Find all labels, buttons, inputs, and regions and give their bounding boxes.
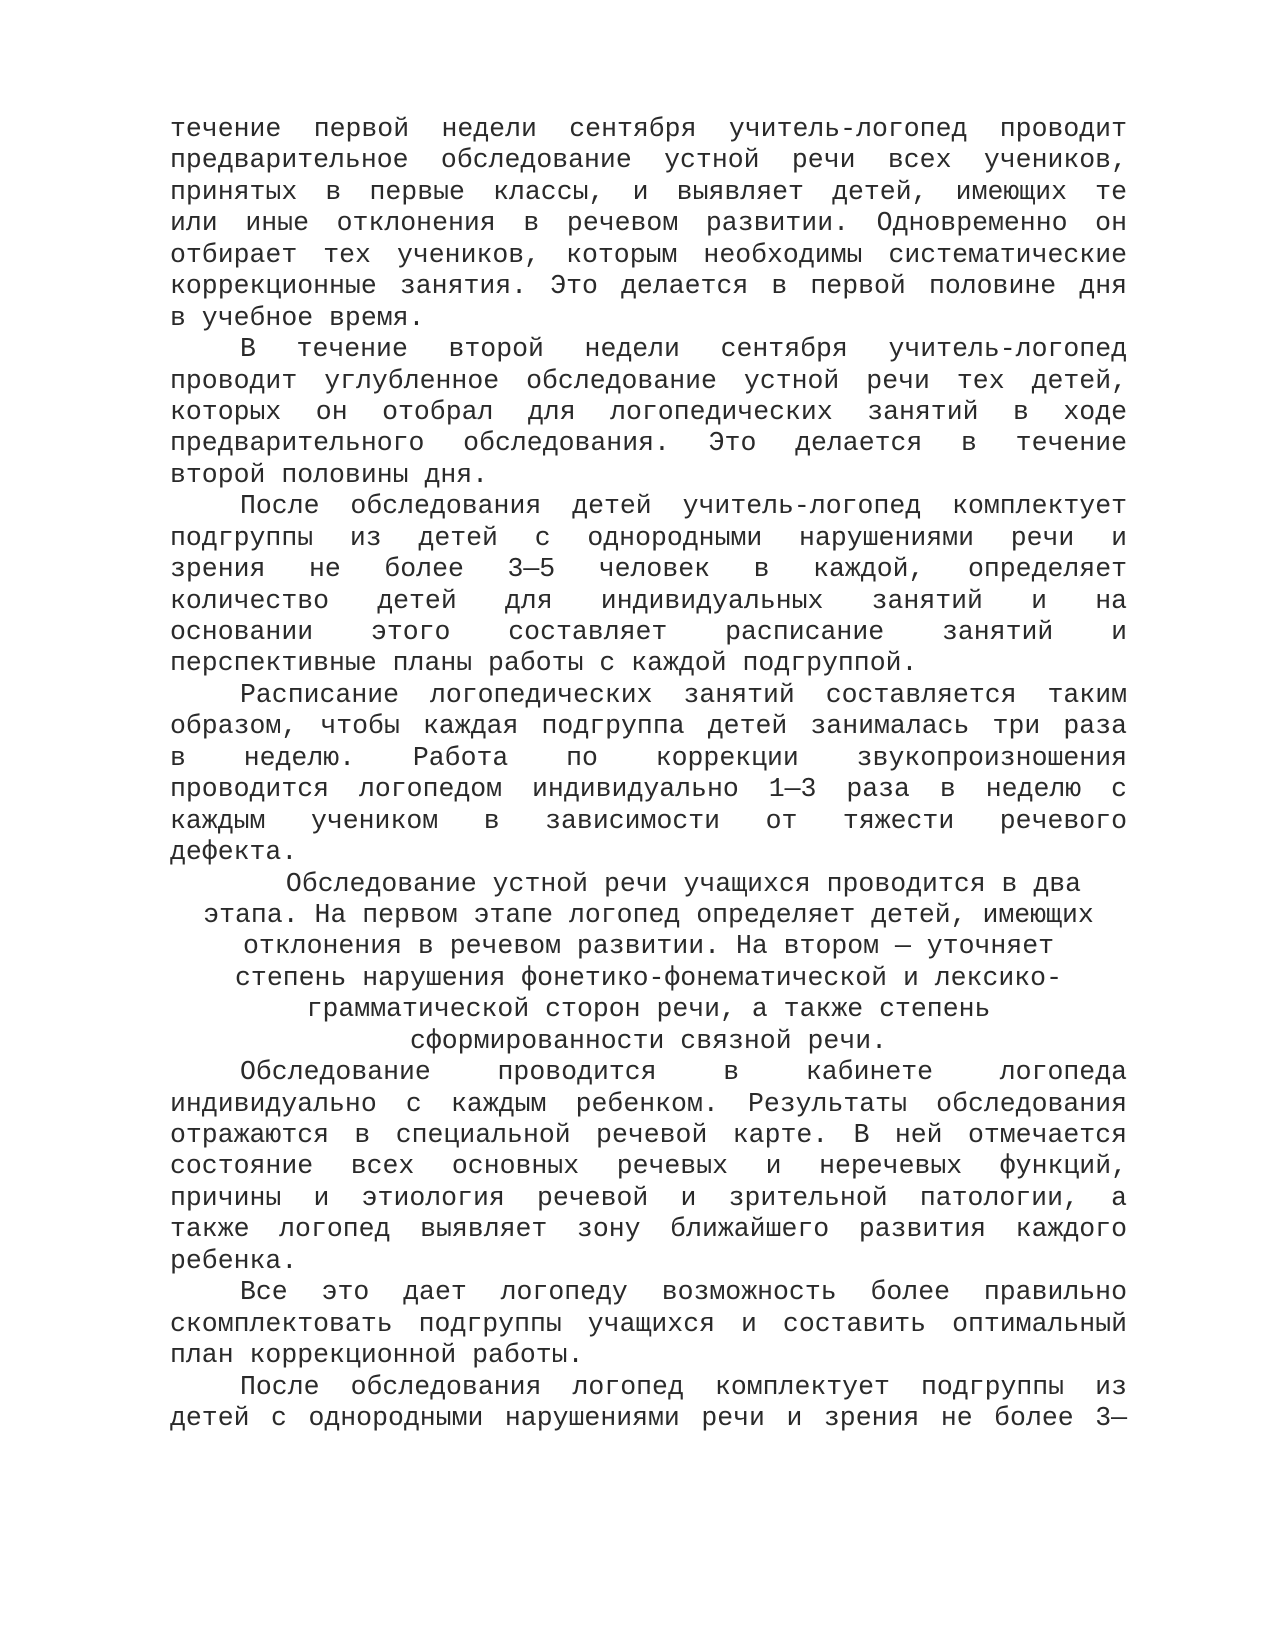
paragraph xyxy=(170,1057,1127,1277)
text-line: отбирает тех учеников, которым необходимы систематические xyxy=(170,239,1127,270)
text-line: план коррекционной работы. xyxy=(170,1340,584,1371)
text-line: дефекта. xyxy=(170,837,298,868)
text-line: предварительное обследование устной речи всех учеников, xyxy=(170,145,1127,176)
text-line: Обследование устной речи учащихся проводится в два xyxy=(285,868,1082,899)
text-line: индивидуально с каждым ребенком. Результаты обследования xyxy=(170,1088,1127,1119)
text-line: которых он отобрал для логопедических занятий в ходе xyxy=(170,396,1127,427)
text-line: основании этого составляет расписание занятий и xyxy=(170,617,1127,647)
text-line: предварительного обследования. Это делается в течение xyxy=(170,428,1127,459)
text-line: степень нарушения фонетико-фонематической и лексико- xyxy=(235,962,1062,993)
text-line: состояние всех основных речевых и неречевых функций, xyxy=(170,1151,1127,1182)
text-line: причины и этиология речевой и зрительной патологии, а xyxy=(170,1182,1127,1213)
text-line: принятых в первые классы, и выявляет детей, имеющих те xyxy=(170,176,1127,207)
text-line: также логопед выявляет зону ближайшего развития каждого xyxy=(170,1214,1127,1245)
text-line: зрения не более 3—5 человек в каждой, определяет xyxy=(170,554,1127,585)
text-line: После обследования детей учитель-логопед комплектует xyxy=(240,491,1127,522)
paragraph xyxy=(170,491,1127,680)
paragraph xyxy=(170,1277,1127,1371)
text-line: этапа. На первом этапе логопед определяет детей, имеющих xyxy=(203,899,1094,930)
text-line: отражаются в специальной речевой карте. В ней отмечается xyxy=(170,1120,1127,1150)
paragraph xyxy=(170,1372,1127,1435)
text-line: Расписание логопедических занятий составляется таким xyxy=(240,679,1127,710)
text-line: После обследования логопед комплектует подгруппы из xyxy=(240,1371,1127,1402)
text-line: сформированности связной речи. xyxy=(409,1025,888,1056)
paragraph xyxy=(170,869,1127,1058)
paragraph xyxy=(170,334,1127,491)
text-line: В течение второй недели сентября учитель-логопед xyxy=(240,334,1127,365)
text-line: образом, чтобы каждая подгруппа детей занималась три раза xyxy=(170,711,1127,742)
text-line: скомплектовать подгруппы учащихся и составить оптимальный xyxy=(170,1308,1127,1339)
text-line: проводится логопедом индивидуально 1—3 раза в неделю с xyxy=(170,774,1127,805)
text-line: перспективные планы работы с каждой подгруппой. xyxy=(170,648,918,679)
text-line: ребенка. xyxy=(170,1245,298,1276)
text-line: течение первой недели сентября учитель-логопед проводит xyxy=(170,114,1127,144)
text-line: или иные отклонения в речевом развитии. Одновременно он xyxy=(170,208,1127,239)
text-line: Все это дает логопеду возможность более правильно xyxy=(240,1277,1127,1308)
text-line: грамматической сторон речи, а также степень xyxy=(306,994,991,1025)
text-line: детей с однородными нарушениями речи и зрения не более 3— xyxy=(170,1402,1127,1433)
text-line: второй половины дня. xyxy=(170,459,489,490)
text-line: количество детей для индивидуальных занятий и на xyxy=(170,585,1127,616)
text-line: коррекционные занятия. Это делается в первой половине дня xyxy=(170,271,1127,302)
text-line: в неделю. Работа по коррекции звукопроизношения xyxy=(170,742,1127,773)
text-line: Обследование проводится в кабинете логопеда xyxy=(240,1057,1127,1088)
paragraph xyxy=(170,114,1127,334)
text-line: в учебное время. xyxy=(170,302,425,333)
text-line: каждым учеником в зависимости от тяжести речевого xyxy=(170,805,1127,836)
document-page xyxy=(170,114,1127,1434)
text-line: проводит углубленное обследование устной речи тех детей, xyxy=(170,365,1127,396)
text-line: отклонения в речевом развитии. На втором — уточняет xyxy=(242,931,1055,962)
text-line: подгруппы из детей с однородными нарушениями речи и xyxy=(170,522,1127,553)
paragraph xyxy=(170,680,1127,869)
